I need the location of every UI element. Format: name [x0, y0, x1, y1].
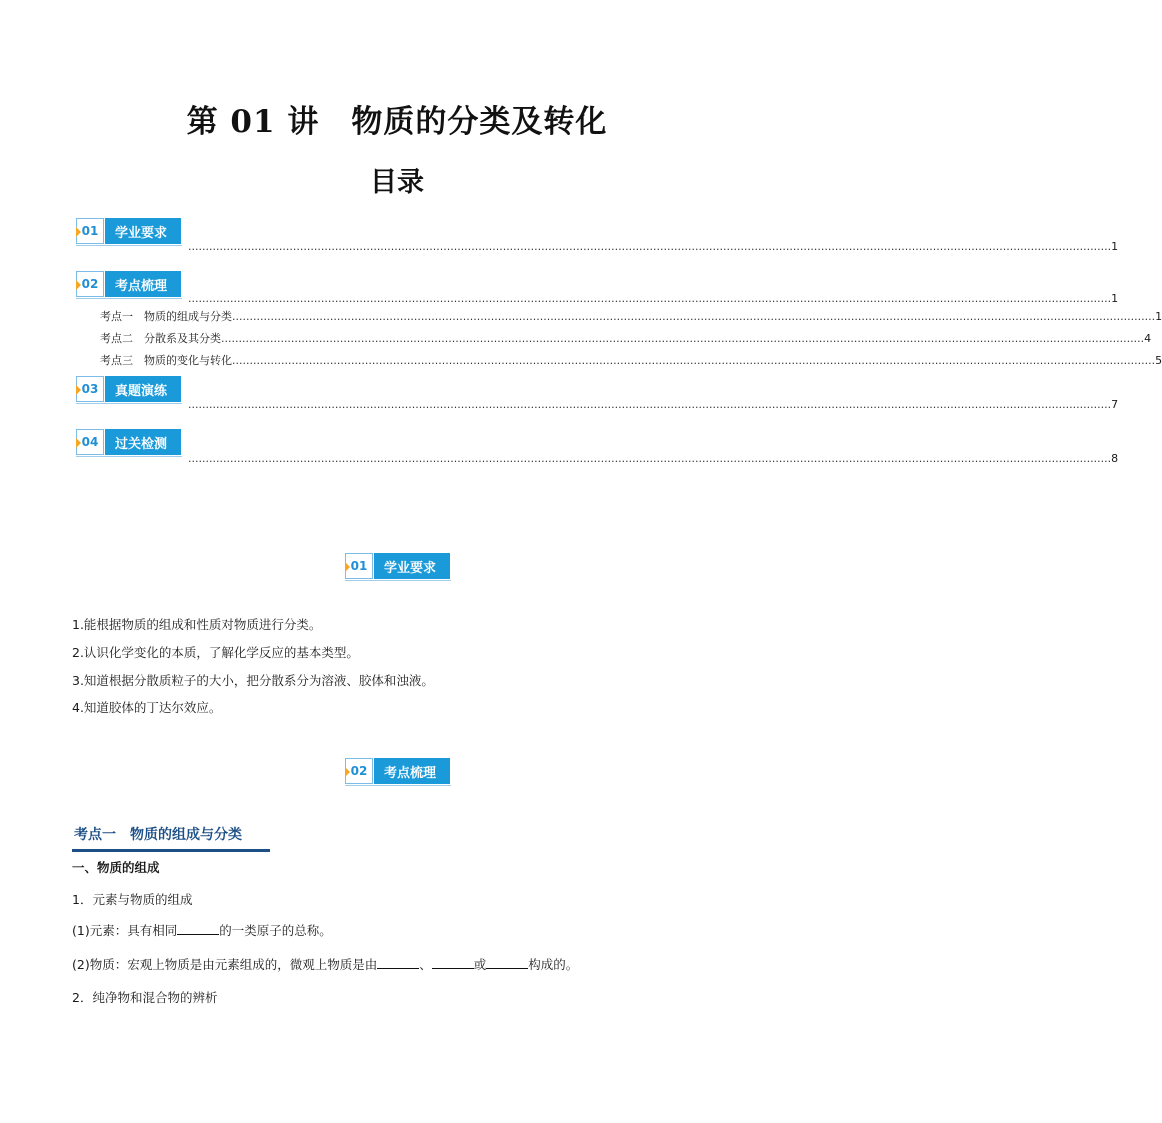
toc-entry-01[interactable]: [188, 240, 1119, 254]
fill-blank[interactable]: [177, 922, 219, 935]
paragraph-3-part-a: (2)物质：宏观上物质是由元素组成的，微观上物质是由: [72, 957, 378, 972]
badge-label: 学业要求: [105, 218, 181, 244]
toc-entry-03[interactable]: [188, 398, 1119, 412]
toc-badge-03[interactable]: [76, 376, 181, 404]
badge-number: 01: [76, 218, 104, 244]
badge-label: 学业要求: [374, 553, 450, 579]
badge-underline: [345, 785, 451, 786]
fill-blank[interactable]: [377, 956, 419, 969]
section-badge-02: [345, 758, 450, 786]
toc-title: 目录: [370, 167, 424, 198]
requirement-1: 1.能根据物质的组成和性质对物质进行分类。: [72, 617, 322, 632]
topic-heading: 考点一 物质的组成与分类: [74, 827, 242, 843]
subsection-heading: 一、物质的组成: [72, 860, 160, 875]
paragraph-2-part-a: (1)元素：具有相同: [72, 923, 178, 938]
requirement-3: 3.知道根据分散质粒子的大小，把分散系分为溶液、胶体和浊液。: [72, 673, 434, 688]
badge-underline: [345, 580, 451, 581]
badge-label: 过关检测: [105, 429, 181, 455]
toc-badge-01[interactable]: [76, 218, 181, 246]
paragraph-1: 1．元素与物质的组成: [72, 892, 193, 907]
toc-leader: ........................................................................................................................................................................................................................................................................: [188, 398, 1112, 411]
topic-heading-underline: [72, 849, 270, 852]
toc-subentry-3[interactable]: [100, 354, 1162, 368]
badge-label: 考点梳理: [105, 271, 181, 297]
toc-leader: ........................................................................................................................................................................................................................................................................: [188, 240, 1112, 253]
toc-entry-02[interactable]: [188, 292, 1119, 306]
paragraph-2: [72, 921, 332, 939]
toc-leader: ........................................................................................................................................................................................................................................................................: [188, 452, 1112, 465]
toc-subentry-text: 考点三 物质的变化与转化: [100, 354, 232, 367]
paragraph-2-part-b: 的一类原子的总称。: [219, 923, 332, 938]
toc-page-number: 1: [1111, 292, 1119, 305]
requirement-4: 4.知道胶体的丁达尔效应。: [72, 700, 222, 715]
badge-underline: [76, 456, 182, 457]
toc-subentry-2[interactable]: [100, 332, 1152, 346]
toc-page-number: 1: [1111, 240, 1119, 253]
requirement-2: 2.认识化学变化的本质，了解化学反应的基本类型。: [72, 645, 359, 660]
badge-underline: [76, 298, 182, 299]
paragraph-3: [72, 955, 578, 973]
paragraph-4: 2．纯净物和混合物的辨析: [72, 990, 218, 1005]
toc-page-number: 5: [1155, 354, 1162, 367]
toc-subentry-1[interactable]: [100, 310, 1162, 324]
toc-page-number: 7: [1111, 398, 1119, 411]
badge-number: 01: [345, 553, 373, 579]
badge-number: 02: [345, 758, 373, 784]
toc-subentry-text: 考点二 分散系及其分类: [100, 332, 221, 345]
toc-leader: ........................................................................................................................................................................................................................................................................: [188, 292, 1112, 305]
badge-label: 考点梳理: [374, 758, 450, 784]
toc-leader: ........................................................................................................................................................................................................................................................................: [221, 332, 1145, 345]
toc-entry-04[interactable]: [188, 452, 1119, 466]
badge-number: 03: [76, 376, 104, 402]
badge-underline: [76, 245, 182, 246]
fill-blank[interactable]: [432, 956, 474, 969]
paragraph-3-part-c: 或: [473, 957, 487, 972]
fill-blank[interactable]: [486, 956, 528, 969]
toc-subentry-text: 考点一 物质的组成与分类: [100, 310, 232, 323]
paragraph-3-part-d: 构成的。: [528, 957, 579, 972]
paragraph-3-part-b: 、: [419, 957, 432, 972]
toc-page-number: 4: [1144, 332, 1152, 345]
toc-badge-04[interactable]: [76, 429, 181, 457]
toc-leader: ........................................................................................................................................................................................................................................................................: [232, 354, 1156, 367]
section-badge-01: [345, 553, 450, 581]
toc-page-number: 8: [1111, 452, 1119, 465]
badge-label: 真题演练: [105, 376, 181, 402]
badge-number: 02: [76, 271, 104, 297]
page-title: 第 01 讲 物质的分类及转化: [186, 104, 608, 140]
toc-badge-02[interactable]: [76, 271, 181, 299]
badge-underline: [76, 403, 182, 404]
badge-number: 04: [76, 429, 104, 455]
toc-page-number: 1: [1155, 310, 1162, 323]
toc-leader: ........................................................................................................................................................................................................................................................................: [232, 310, 1156, 323]
